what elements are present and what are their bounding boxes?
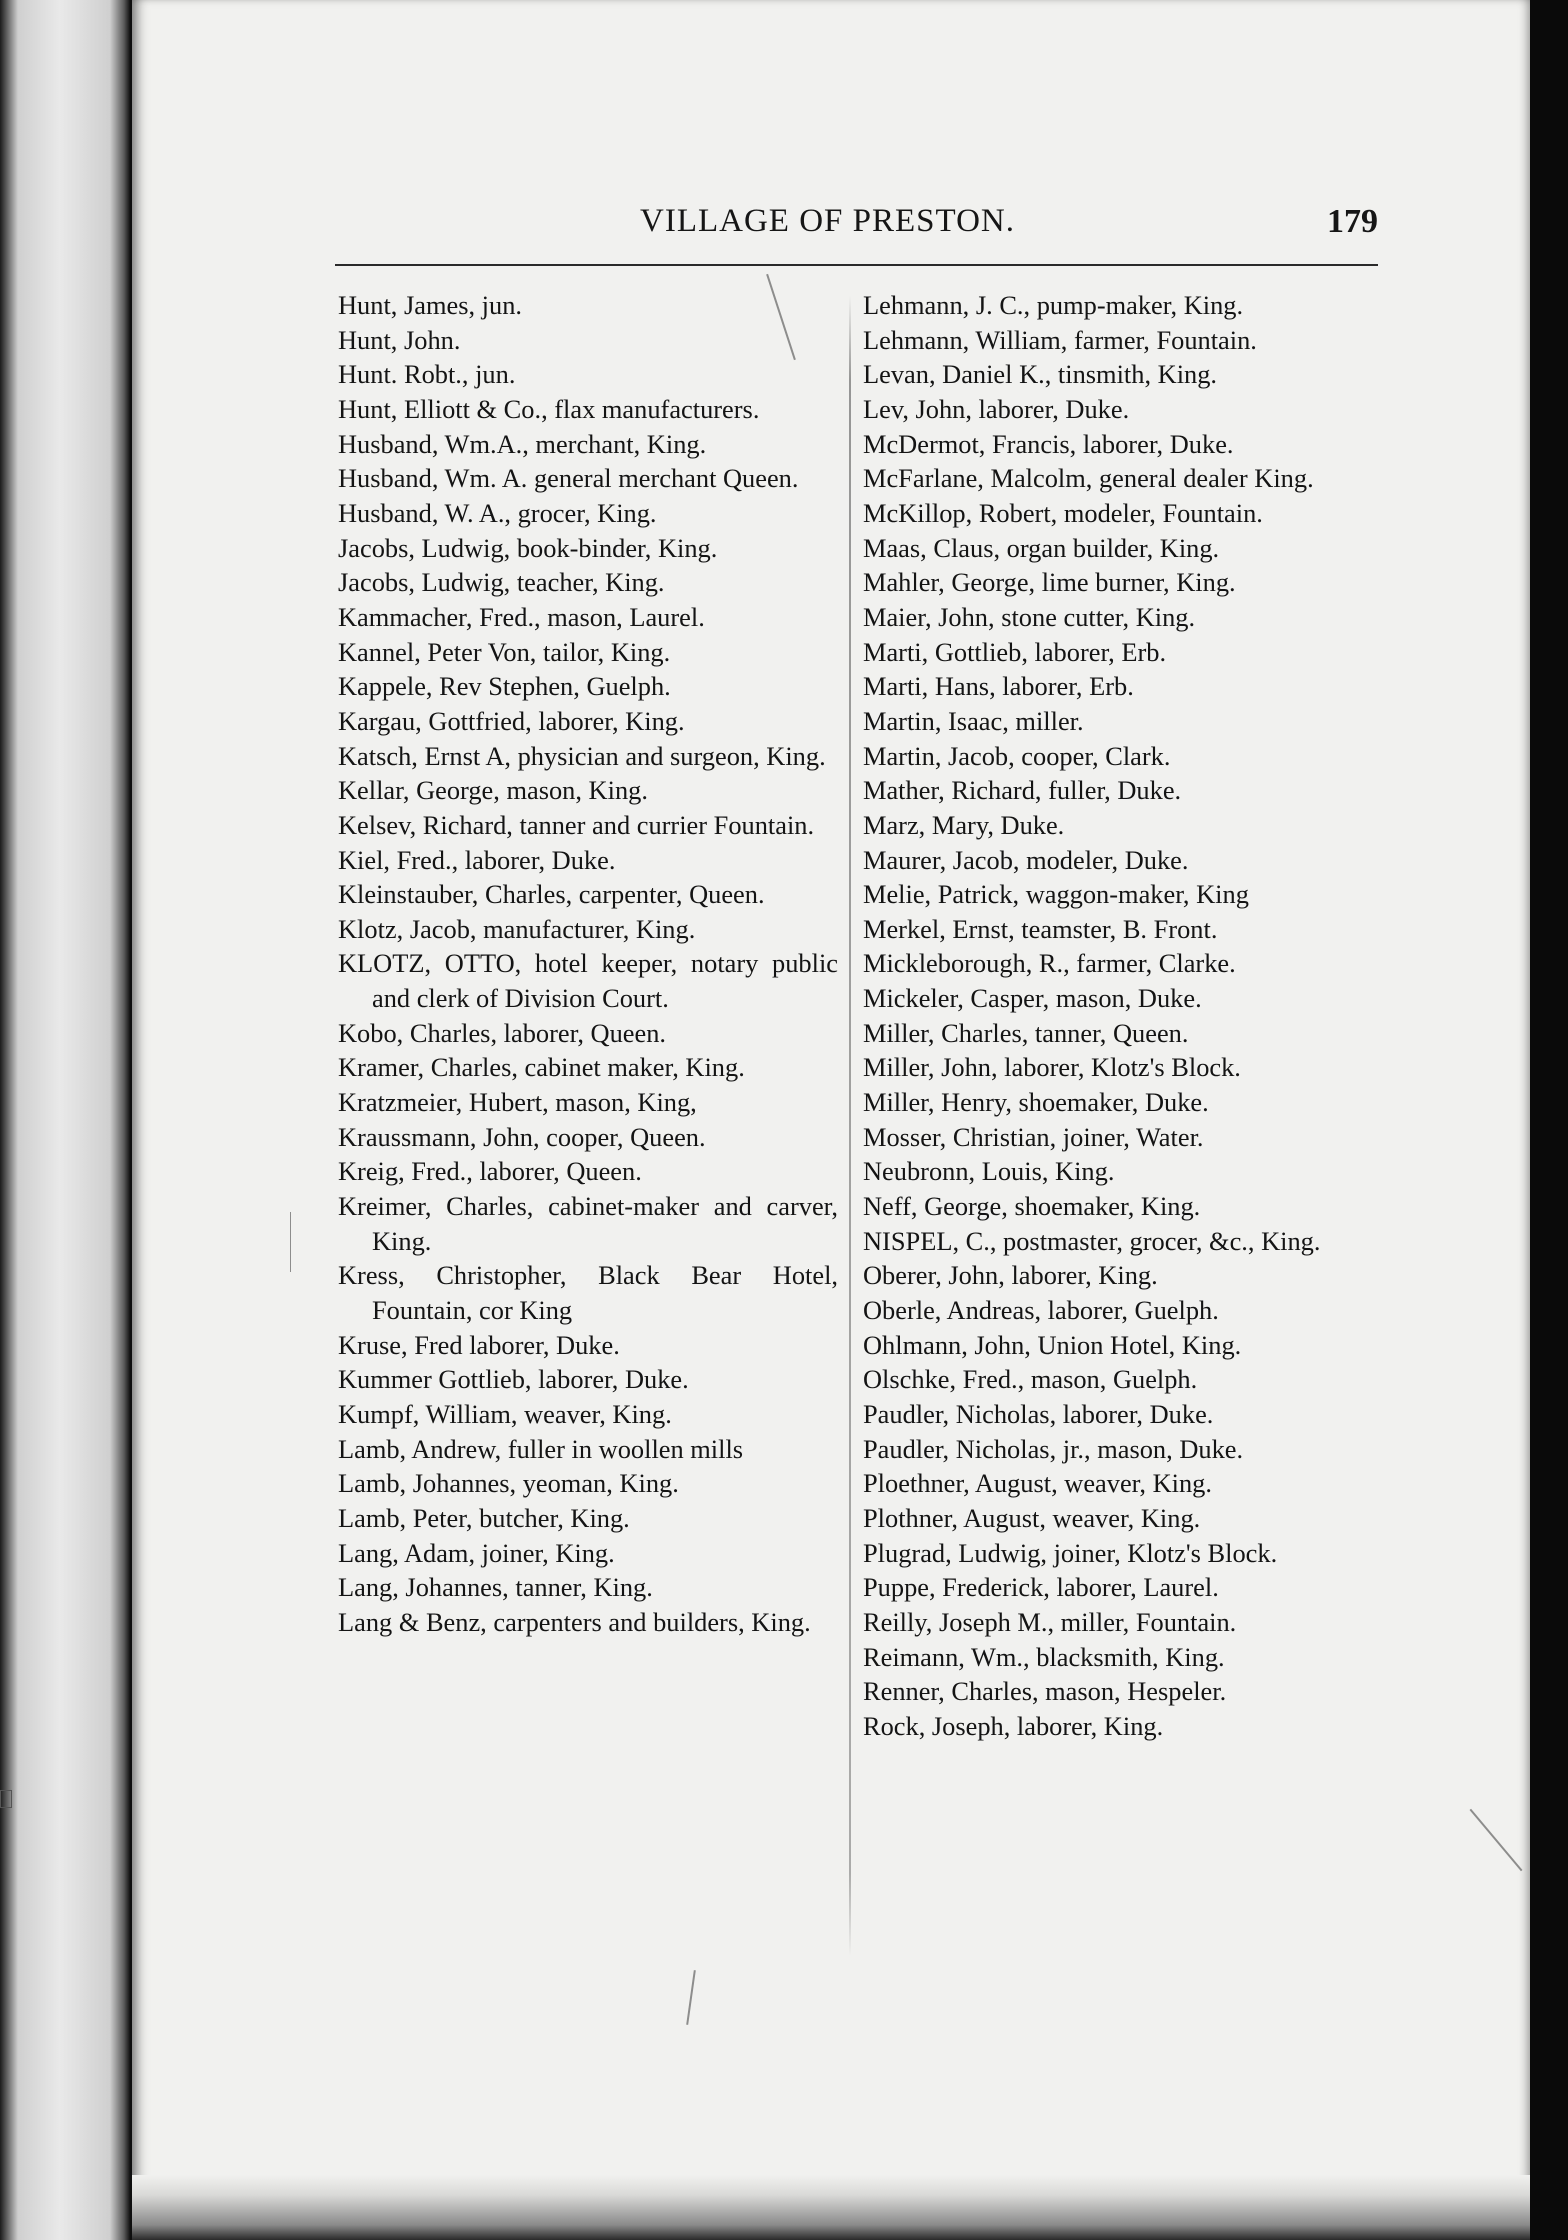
directory-entry: Kratzmeier, Hubert, mason, King,: [338, 1087, 697, 1118]
directory-entry: Lamb, Johannes, yeoman, King.: [338, 1468, 679, 1499]
directory-entry: Levan, Daniel K., tinsmith, King.: [863, 359, 1218, 390]
directory-entry: Kannel, Peter Von, tailor, King.: [338, 636, 671, 667]
directory-entry: Lehmann, William, farmer, Fountain.: [863, 324, 1257, 355]
directory-entry: Lang, Adam, joiner, King.: [338, 1537, 615, 1568]
facing-page-edge: [0, 0, 130, 2240]
directory-entry: Kress, Christopher, Black Bear Hotel, Fountain, cor King: [338, 1260, 838, 1326]
directory-entry: Paudler, Nicholas, jr., mason, Duke.: [863, 1433, 1244, 1464]
directory-entry: Klotz, Jacob, manufacturer, King.: [338, 913, 696, 944]
directory-entry: Husband, Wm. A. general merchant Queen.: [338, 463, 799, 494]
directory-entry: Mosser, Christian, joiner, Water.: [863, 1121, 1204, 1152]
directory-column-left: [338, 288, 838, 1640]
directory-entry: Kreig, Fred., laborer, Queen.: [338, 1156, 642, 1187]
directory-entry: Plugrad, Ludwig, joiner, Klotz's Block.: [863, 1537, 1278, 1568]
directory-entry: Kargau, Gottfried, laborer, King.: [338, 705, 685, 736]
directory-entry: Martin, Isaac, miller.: [863, 705, 1084, 736]
running-head: VILLAGE OF PRESTON.: [640, 203, 1015, 239]
directory-entry: McDermot, Francis, laborer, Duke.: [863, 428, 1234, 459]
directory-entry: Marz, Mary, Duke.: [863, 809, 1065, 840]
directory-entry: Reimann, Wm., blacksmith, King.: [863, 1641, 1225, 1672]
directory-entry: Lamb, Peter, butcher, King.: [338, 1502, 630, 1533]
directory-entry: Marti, Hans, laborer, Erb.: [863, 671, 1134, 702]
directory-entry: Kumpf, William, weaver, King.: [338, 1399, 672, 1429]
directory-entry: Neubronn, Louis, King.: [863, 1156, 1115, 1187]
column-divider: [849, 296, 851, 1956]
directory-entry: Neff, George, shoemaker, King.: [863, 1191, 1201, 1222]
directory-entry: Miller, Henry, shoemaker, Duke.: [863, 1087, 1209, 1118]
directory-entry: McFarlane, Malcolm, general dealer King.: [863, 463, 1314, 494]
directory-entry: NISPEL, C., postmaster, grocer, &c., King.: [863, 1225, 1321, 1256]
directory-entry: Mickleborough, R., farmer, Clarke.: [863, 948, 1236, 979]
page-header: [640, 203, 1378, 247]
directory-entry: Maier, John, stone cutter, King.: [863, 601, 1196, 632]
directory-entry: Marti, Gottlieb, laborer, Erb.: [863, 636, 1167, 667]
page-number: 179: [1327, 203, 1378, 240]
directory-entry: Kruse, Fred laborer, Duke.: [338, 1329, 620, 1360]
directory-entry: Kiel, Fred., laborer, Duke.: [338, 844, 616, 875]
directory-entry: Mickeler, Casper, mason, Duke.: [863, 983, 1202, 1014]
directory-entry: Kummer Gottlieb, laborer, Duke.: [338, 1364, 689, 1395]
directory-entry: Rock, Joseph, laborer, King.: [863, 1710, 1164, 1741]
directory-entry: Husband, W. A., grocer, King.: [338, 497, 657, 528]
header-rule: [335, 264, 1378, 266]
directory-entry: Kellar, George, mason, King.: [338, 775, 648, 806]
page-bottom-shadow: [132, 2175, 1530, 2240]
directory-entry: Martin, Jacob, cooper, Clark.: [863, 740, 1171, 771]
directory-entry: Oberer, John, laborer, King.: [863, 1260, 1158, 1291]
directory-entry: Hunt, Elliott & Co., flax manufacturers.: [338, 393, 760, 424]
directory-entry: Miller, Charles, tanner, Queen.: [863, 1017, 1189, 1048]
directory-entry: KLOTZ, OTTO, hotel keeper, notary public and clerk of Division Court.: [338, 948, 838, 1014]
directory-entry: Miller, John, laborer, Klotz's Block.: [863, 1052, 1241, 1083]
directory-entry: Olschke, Fred., mason, Guelph.: [863, 1364, 1198, 1395]
directory-entry: Mather, Richard, fuller, Duke.: [863, 775, 1182, 806]
directory-entry: Jacobs, Ludwig, teacher, King.: [338, 567, 665, 598]
directory-entry: Kobo, Charles, laborer, Queen.: [338, 1017, 666, 1048]
directory-entry: Maas, Claus, organ builder, King.: [863, 532, 1220, 563]
directory-entry: Melie, Patrick, waggon-maker, King: [863, 879, 1249, 910]
directory-entry: Maurer, Jacob, modeler, Duke.: [863, 844, 1189, 875]
directory-entry: Hunt. Robt., jun.: [338, 359, 516, 390]
directory-entry: Hunt, John.: [338, 324, 461, 355]
directory-entry: Lang & Benz, carpenters and builders, King.: [338, 1606, 811, 1637]
directory-entry: Lehmann, J. C., pump-maker, King.: [863, 290, 1244, 320]
directory-entry: Kraussmann, John, cooper, Queen.: [338, 1121, 706, 1152]
directory-column-right: [863, 288, 1363, 1744]
ink-mark: [290, 1212, 291, 1272]
directory-entry: Kleinstauber, Charles, carpenter, Queen.: [338, 879, 765, 910]
directory-entry: Jacobs, Ludwig, book-binder, King.: [338, 532, 718, 563]
facing-page-mark: [0, 1790, 12, 1808]
directory-entry: Kammacher, Fred., mason, Laurel.: [338, 601, 705, 632]
directory-entry: Merkel, Ernst, teamster, B. Front.: [863, 913, 1218, 944]
right-border: [1530, 0, 1568, 2240]
directory-entry: Puppe, Frederick, laborer, Laurel.: [863, 1572, 1219, 1603]
directory-entry: Plothner, August, weaver, King.: [863, 1502, 1201, 1533]
directory-entry: Lev, John, laborer, Duke.: [863, 393, 1130, 424]
directory-entry: Katsch, Ernst A, physician and surgeon, King.: [338, 740, 826, 771]
directory-entry: McKillop, Robert, modeler, Fountain.: [863, 497, 1263, 528]
directory-entry: Kappele, Rev Stephen, Guelph.: [338, 671, 671, 702]
directory-entry: Hunt, James, jun.: [338, 290, 522, 320]
directory-entry: Husband, Wm.A., merchant, King.: [338, 428, 707, 459]
directory-entry: Kelsev, Richard, tanner and currier Fountain.: [338, 809, 815, 840]
directory-entry: Lang, Johannes, tanner, King.: [338, 1572, 653, 1603]
directory-entry: Renner, Charles, mason, Hespeler.: [863, 1676, 1227, 1707]
directory-entry: Kramer, Charles, cabinet maker, King.: [338, 1052, 745, 1083]
directory-entry: Kreimer, Charles, cabinet-maker and carver, King.: [338, 1191, 838, 1256]
directory-entry: Paudler, Nicholas, laborer, Duke.: [863, 1399, 1214, 1429]
directory-entry: Ohlmann, John, Union Hotel, King.: [863, 1329, 1242, 1360]
directory-entry: Lamb, Andrew, fuller in woollen mills: [338, 1433, 744, 1464]
directory-entry: Reilly, Joseph M., miller, Fountain.: [863, 1606, 1237, 1637]
directory-entry: Oberle, Andreas, laborer, Guelph.: [863, 1295, 1219, 1326]
directory-entry: Ploethner, August, weaver, King.: [863, 1468, 1212, 1499]
directory-entry: Mahler, George, lime burner, King.: [863, 567, 1236, 598]
